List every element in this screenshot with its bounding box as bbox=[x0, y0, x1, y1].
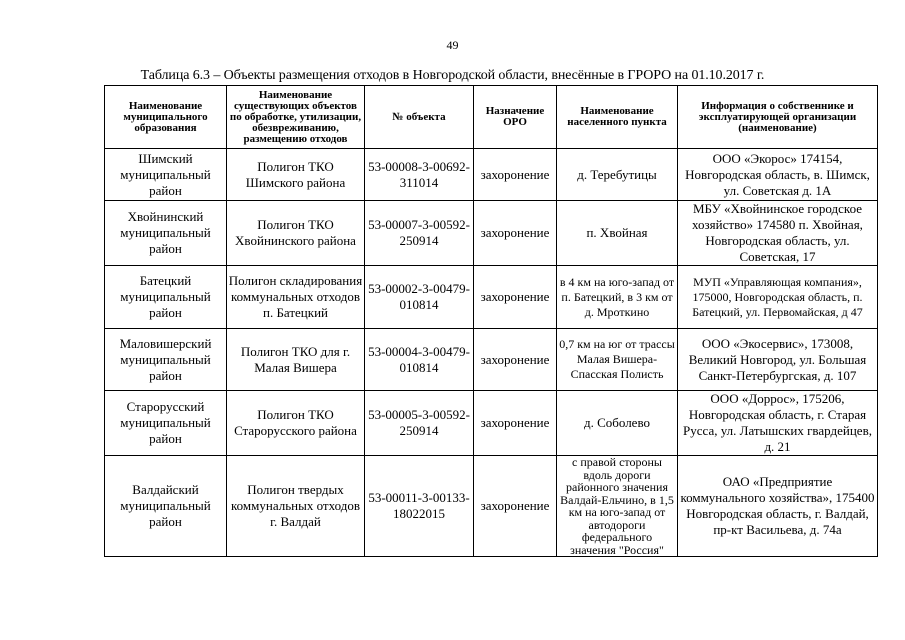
cell-municipality: Маловишерский муниципальный район bbox=[105, 329, 227, 391]
cell-municipality: Шимский муниципальный район bbox=[105, 149, 227, 201]
cell-owner-info: МБУ «Хвойнинское городское хозяйство» 174580 п. Хвойная, Новгородская область, ул. Советская, 17 bbox=[678, 201, 878, 266]
header-municipality: Наименование муниципального образования bbox=[105, 86, 227, 149]
page-number: 49 bbox=[446, 38, 459, 52]
header-settlement: Наименование населенного пункта bbox=[557, 86, 678, 149]
cell-facility: Полигон твердых коммунальных отходов г. Валдай bbox=[227, 456, 365, 557]
header-facility: Наименование существующих объектов по обработке, утилизации, обезвреживанию, размещению отходов bbox=[227, 86, 365, 149]
cell-municipality: Батецкий муниципальный район bbox=[105, 266, 227, 329]
cell-object-number: 53-00005-3-00592-250914 bbox=[365, 391, 474, 456]
cell-purpose: захоронение bbox=[474, 391, 557, 456]
cell-settlement: с правой стороны вдоль дороги районного значения Валдай-Ельчино, в 1,5 км на юго-запад от автодороги федерального значения "Россия" bbox=[557, 456, 678, 557]
cell-object-number: 53-00011-3-00133-18022015 bbox=[365, 456, 474, 557]
cell-object-number: 53-00002-3-00479-010814 bbox=[365, 266, 474, 329]
cell-municipality: Старорусский муниципальный район bbox=[105, 391, 227, 456]
table-row bbox=[105, 329, 878, 391]
cell-settlement: д. Соболево bbox=[557, 391, 678, 456]
table-header-row bbox=[105, 86, 878, 149]
table-row bbox=[105, 391, 878, 456]
cell-owner-info: ОАО «Предприятие коммунального хозяйства», 175400 Новгородская область, г. Валдай, пр-кт Васильева, д. 74а bbox=[678, 456, 878, 557]
cell-object-number: 53-00008-3-00692-311014 bbox=[365, 149, 474, 201]
cell-object-number: 53-00007-3-00592-250914 bbox=[365, 201, 474, 266]
cell-owner-info: ООО «Доррос», 175206, Новгородская область, г. Старая Русса, ул. Латышских гвардейцев, д. 21 bbox=[678, 391, 878, 456]
cell-owner-info: ООО «Экорос» 174154, Новгородская область, в. Шимск, ул. Советская д. 1А bbox=[678, 149, 878, 201]
cell-owner-info: МУП «Управляющая компания», 175000, Новгородская область, п. Батецкий, ул. Первомайская, д 47 bbox=[678, 266, 878, 329]
cell-municipality: Хвойнинский муниципальный район bbox=[105, 201, 227, 266]
cell-purpose: захоронение bbox=[474, 266, 557, 329]
cell-facility: Полигон ТКО Старорусского района bbox=[227, 391, 365, 456]
cell-municipality: Валдайский муниципальный район bbox=[105, 456, 227, 557]
cell-object-number: 53-00004-3-00479-010814 bbox=[365, 329, 474, 391]
cell-purpose: захоронение bbox=[474, 329, 557, 391]
cell-settlement: 0,7 км на юг от трассы Малая Вишера-Спасская Полисть bbox=[557, 329, 678, 391]
waste-objects-table bbox=[104, 85, 878, 557]
cell-facility: Полигон складирования коммунальных отходов п. Батецкий bbox=[227, 266, 365, 329]
header-owner-info: Информация о собственнике и эксплуатирующей организации (наименование) bbox=[678, 86, 878, 149]
cell-facility: Полигон ТКО для г. Малая Вишера bbox=[227, 329, 365, 391]
cell-facility: Полигон ТКО Шимского района bbox=[227, 149, 365, 201]
cell-settlement: д. Теребутицы bbox=[557, 149, 678, 201]
table-row bbox=[105, 201, 878, 266]
header-object-number: № объекта bbox=[365, 86, 474, 149]
cell-purpose: захоронение bbox=[474, 149, 557, 201]
table-row bbox=[105, 149, 878, 201]
table-row bbox=[105, 456, 878, 557]
cell-purpose: захоронение bbox=[474, 456, 557, 557]
cell-settlement: в 4 км на юго-запад от п. Батецкий, в 3 км от д. Мроткино bbox=[557, 266, 678, 329]
header-purpose: Назначение ОРО bbox=[474, 86, 557, 149]
cell-owner-info: ООО «Экосервис», 173008, Великий Новгород, ул. Большая Санкт-Петербургская, д. 107 bbox=[678, 329, 878, 391]
cell-settlement: п. Хвойная bbox=[557, 201, 678, 266]
cell-facility: Полигон ТКО Хвойнинского района bbox=[227, 201, 365, 266]
table-row bbox=[105, 266, 878, 329]
cell-purpose: захоронение bbox=[474, 201, 557, 266]
table-caption: Таблица 6.3 – Объекты размещения отходов в Новгородской области, внесённые в ГРОРО на 01.10.2017 г. bbox=[140, 68, 765, 83]
